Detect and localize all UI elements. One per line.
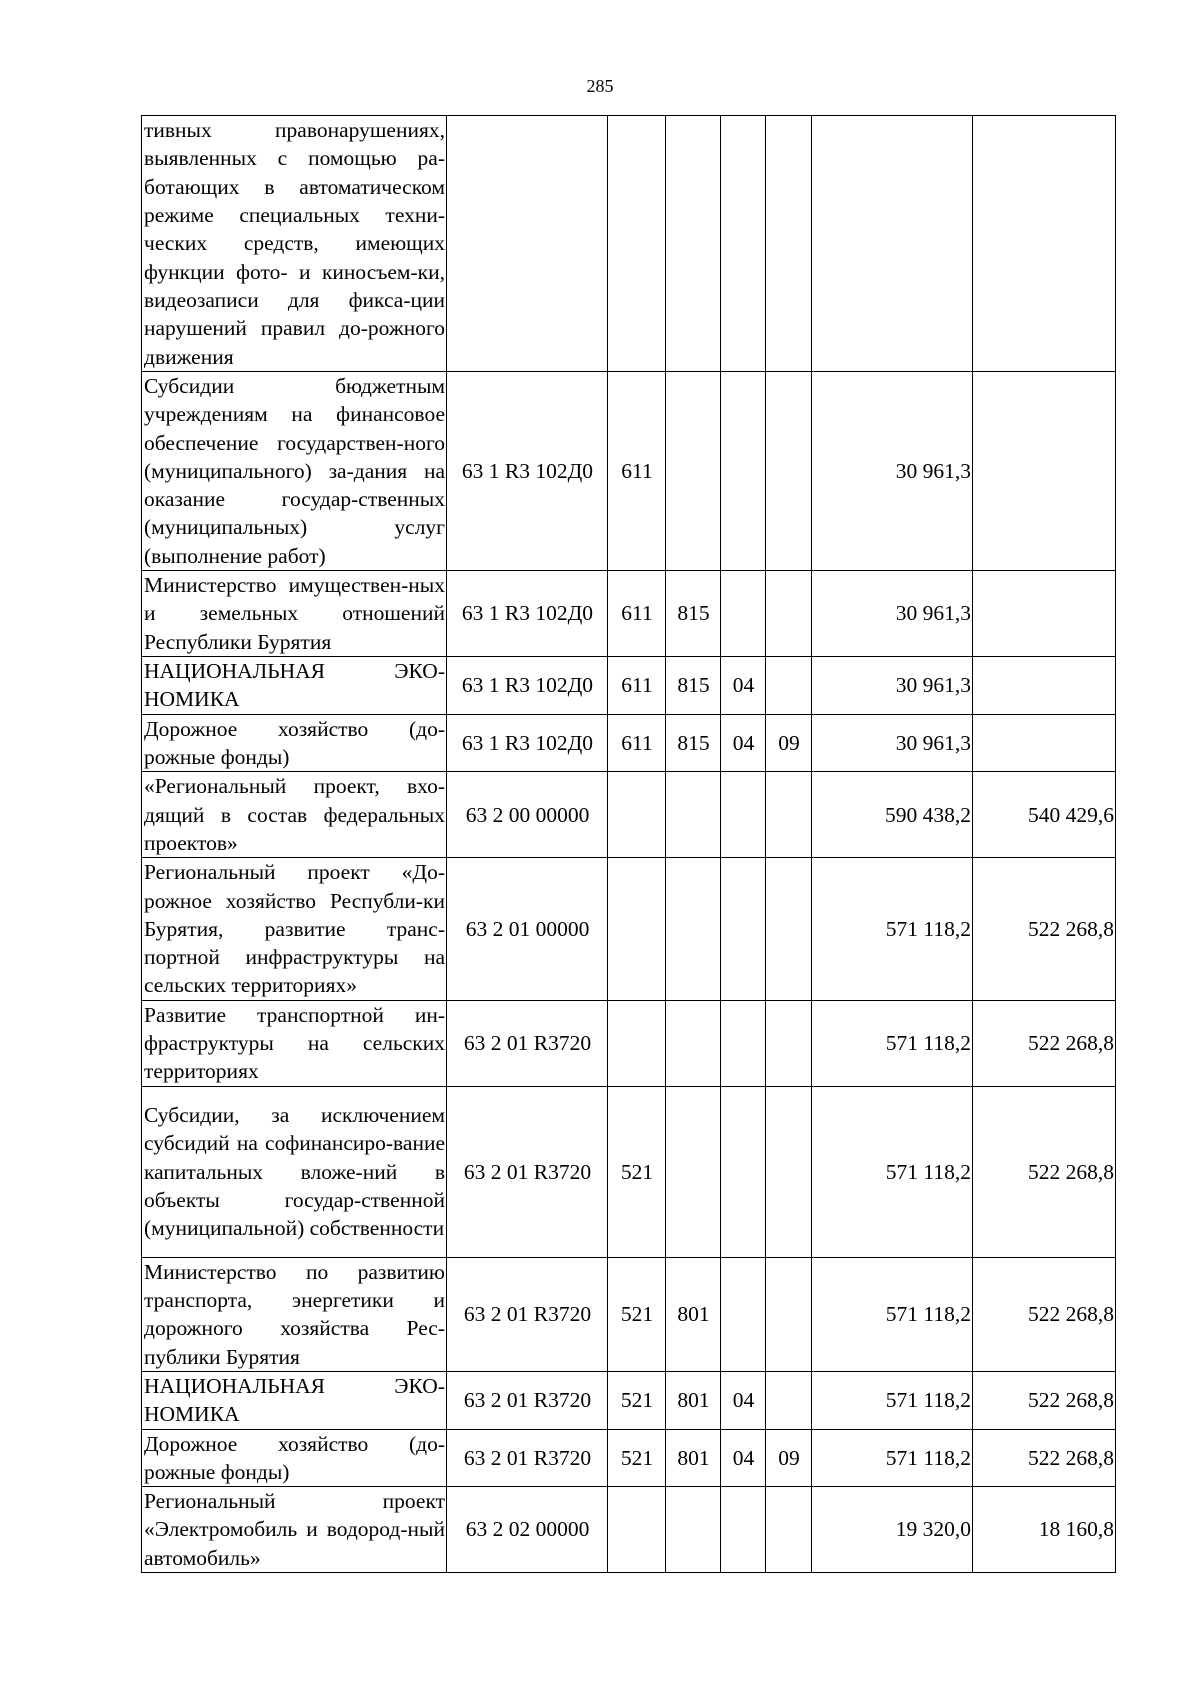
row-sum2-cell: 18 160,8: [973, 1487, 1116, 1573]
row-pr-cell: [766, 772, 812, 858]
table-row: [142, 571, 1116, 657]
budget-table: [141, 115, 1116, 1573]
row-rz-cell: [721, 858, 766, 1000]
row-grbs-cell: [666, 858, 721, 1000]
row-code-cell: 63 1 R3 102Д0: [447, 714, 608, 772]
row-rz-cell: [721, 1000, 766, 1086]
row-grbs-cell: 815: [666, 571, 721, 657]
row-code-cell: 63 2 01 R3720: [447, 1371, 608, 1429]
row-pr-cell: [766, 1257, 812, 1371]
row-vr-cell: [608, 772, 666, 858]
table-row: [142, 116, 1116, 372]
row-sum2-cell: 522 268,8: [973, 1086, 1116, 1257]
row-grbs-cell: [666, 1000, 721, 1086]
row-name-cell: Субсидии бюджетным учреждениям на финансовое обеспечение государствен-ного (муниципального) за-дания на оказание государ-ственных (муниципальных) услуг (выполнение работ): [142, 372, 447, 571]
row-sum2-cell: 522 268,8: [973, 1000, 1116, 1086]
table-row: [142, 657, 1116, 715]
row-name-cell: Региональный проект «Электромобиль и водород-ный автомобиль»: [142, 1487, 447, 1573]
table-row: [142, 1371, 1116, 1429]
row-sum2-cell: [973, 714, 1116, 772]
row-grbs-cell: [666, 1487, 721, 1573]
row-sum2-cell: [973, 116, 1116, 372]
row-sum2-cell: [973, 657, 1116, 715]
row-rz-cell: [721, 372, 766, 571]
row-code-cell: 63 1 R3 102Д0: [447, 372, 608, 571]
row-name-cell: Развитие транспортной ин-фраструктуры на сельских территориях: [142, 1000, 447, 1086]
row-sum1-cell: 30 961,3: [812, 372, 973, 571]
row-vr-cell: 611: [608, 657, 666, 715]
row-vr-cell: [608, 1487, 666, 1573]
row-pr-cell: 09: [766, 714, 812, 772]
row-grbs-cell: 801: [666, 1257, 721, 1371]
row-pr-cell: [766, 571, 812, 657]
row-sum1-cell: 571 118,2: [812, 1371, 973, 1429]
row-code-cell: 63 2 01 R3720: [447, 1429, 608, 1487]
table-row: [142, 1429, 1116, 1487]
row-sum1-cell: 19 320,0: [812, 1487, 973, 1573]
row-vr-cell: 611: [608, 714, 666, 772]
page-number: 285: [586, 76, 614, 96]
row-rz-cell: [721, 571, 766, 657]
row-vr-cell: 521: [608, 1371, 666, 1429]
row-code-cell: 63 2 01 R3720: [447, 1000, 608, 1086]
row-name-cell: Министерство имуществен-ных и земельных отношений Республики Бурятия: [142, 571, 447, 657]
row-name-cell: тивных правонарушениях, выявленных с помощью ра-ботающих в автоматическом режиме специальных техни-ческих средств, имеющих функции фото- и киносъем-ки, видеозаписи для фикса-ции нарушений правил до-рожного движения: [142, 116, 447, 372]
row-vr-cell: [608, 1000, 666, 1086]
row-name-cell: Министерство по развитию транспорта, энергетики и дорожного хозяйства Рес-публики Бурятия: [142, 1257, 447, 1371]
row-code-cell: 63 2 02 00000: [447, 1487, 608, 1573]
table-row: [142, 714, 1116, 772]
row-grbs-cell: 815: [666, 714, 721, 772]
row-sum1-cell: [812, 116, 973, 372]
row-rz-cell: [721, 1257, 766, 1371]
row-vr-cell: 521: [608, 1429, 666, 1487]
row-sum1-cell: 571 118,2: [812, 1086, 973, 1257]
row-rz-cell: 04: [721, 1371, 766, 1429]
row-name-cell: НАЦИОНАЛЬНАЯ ЭКО-НОМИКА: [142, 1371, 447, 1429]
row-grbs-cell: [666, 372, 721, 571]
row-code-cell: [447, 116, 608, 372]
row-pr-cell: [766, 116, 812, 372]
row-pr-cell: [766, 1086, 812, 1257]
row-sum1-cell: 590 438,2: [812, 772, 973, 858]
budget-table-body: [142, 116, 1116, 1573]
row-code-cell: 63 2 01 R3720: [447, 1086, 608, 1257]
row-pr-cell: [766, 1371, 812, 1429]
row-rz-cell: [721, 1086, 766, 1257]
table-row: [142, 1000, 1116, 1086]
row-name-cell: Региональный проект «До-рожное хозяйство Республи-ки Бурятия, развитие транс-портной инфраструктуры на сельских территориях»: [142, 858, 447, 1000]
row-pr-cell: [766, 858, 812, 1000]
row-name-cell: НАЦИОНАЛЬНАЯ ЭКО-НОМИКА: [142, 657, 447, 715]
row-grbs-cell: 801: [666, 1429, 721, 1487]
row-sum2-cell: 522 268,8: [973, 1429, 1116, 1487]
row-sum2-cell: [973, 571, 1116, 657]
row-sum1-cell: 571 118,2: [812, 1257, 973, 1371]
row-sum1-cell: 571 118,2: [812, 858, 973, 1000]
row-code-cell: 63 1 R3 102Д0: [447, 657, 608, 715]
row-pr-cell: [766, 657, 812, 715]
table-row: [142, 858, 1116, 1000]
row-grbs-cell: [666, 116, 721, 372]
row-grbs-cell: 801: [666, 1371, 721, 1429]
row-code-cell: 63 2 00 00000: [447, 772, 608, 858]
row-sum1-cell: 30 961,3: [812, 657, 973, 715]
row-rz-cell: [721, 772, 766, 858]
row-sum2-cell: 522 268,8: [973, 1371, 1116, 1429]
row-vr-cell: 521: [608, 1257, 666, 1371]
row-rz-cell: [721, 116, 766, 372]
row-rz-cell: 04: [721, 657, 766, 715]
row-grbs-cell: [666, 1086, 721, 1257]
row-pr-cell: [766, 1000, 812, 1086]
row-vr-cell: 611: [608, 372, 666, 571]
table-row: [142, 1257, 1116, 1371]
row-sum1-cell: 571 118,2: [812, 1000, 973, 1086]
table-row: [142, 1086, 1116, 1257]
row-pr-cell: 09: [766, 1429, 812, 1487]
row-pr-cell: [766, 372, 812, 571]
row-vr-cell: 611: [608, 571, 666, 657]
row-rz-cell: 04: [721, 714, 766, 772]
row-rz-cell: [721, 1487, 766, 1573]
row-sum1-cell: 571 118,2: [812, 1429, 973, 1487]
row-code-cell: 63 2 01 00000: [447, 858, 608, 1000]
row-sum2-cell: 522 268,8: [973, 858, 1116, 1000]
row-name-cell: Дорожное хозяйство (до-рожные фонды): [142, 714, 447, 772]
row-name-cell: Дорожное хозяйство (до-рожные фонды): [142, 1429, 447, 1487]
row-rz-cell: 04: [721, 1429, 766, 1487]
row-vr-cell: [608, 116, 666, 372]
row-pr-cell: [766, 1487, 812, 1573]
row-name-cell: Субсидии, за исключением субсидий на софинансиро-вание капитальных вложе-ний в объекты государ-ственной (муниципальной) собственности: [142, 1086, 447, 1257]
row-grbs-cell: [666, 772, 721, 858]
row-sum1-cell: 30 961,3: [812, 571, 973, 657]
row-vr-cell: 521: [608, 1086, 666, 1257]
row-code-cell: 63 2 01 R3720: [447, 1257, 608, 1371]
row-vr-cell: [608, 858, 666, 1000]
table-row: [142, 372, 1116, 571]
row-sum2-cell: 540 429,6: [973, 772, 1116, 858]
table-row: [142, 772, 1116, 858]
row-sum2-cell: 522 268,8: [973, 1257, 1116, 1371]
table-row: [142, 1487, 1116, 1573]
row-code-cell: 63 1 R3 102Д0: [447, 571, 608, 657]
row-grbs-cell: 815: [666, 657, 721, 715]
row-name-cell: «Региональный проект, вхо-дящий в состав федеральных проектов»: [142, 772, 447, 858]
row-sum1-cell: 30 961,3: [812, 714, 973, 772]
row-sum2-cell: [973, 372, 1116, 571]
